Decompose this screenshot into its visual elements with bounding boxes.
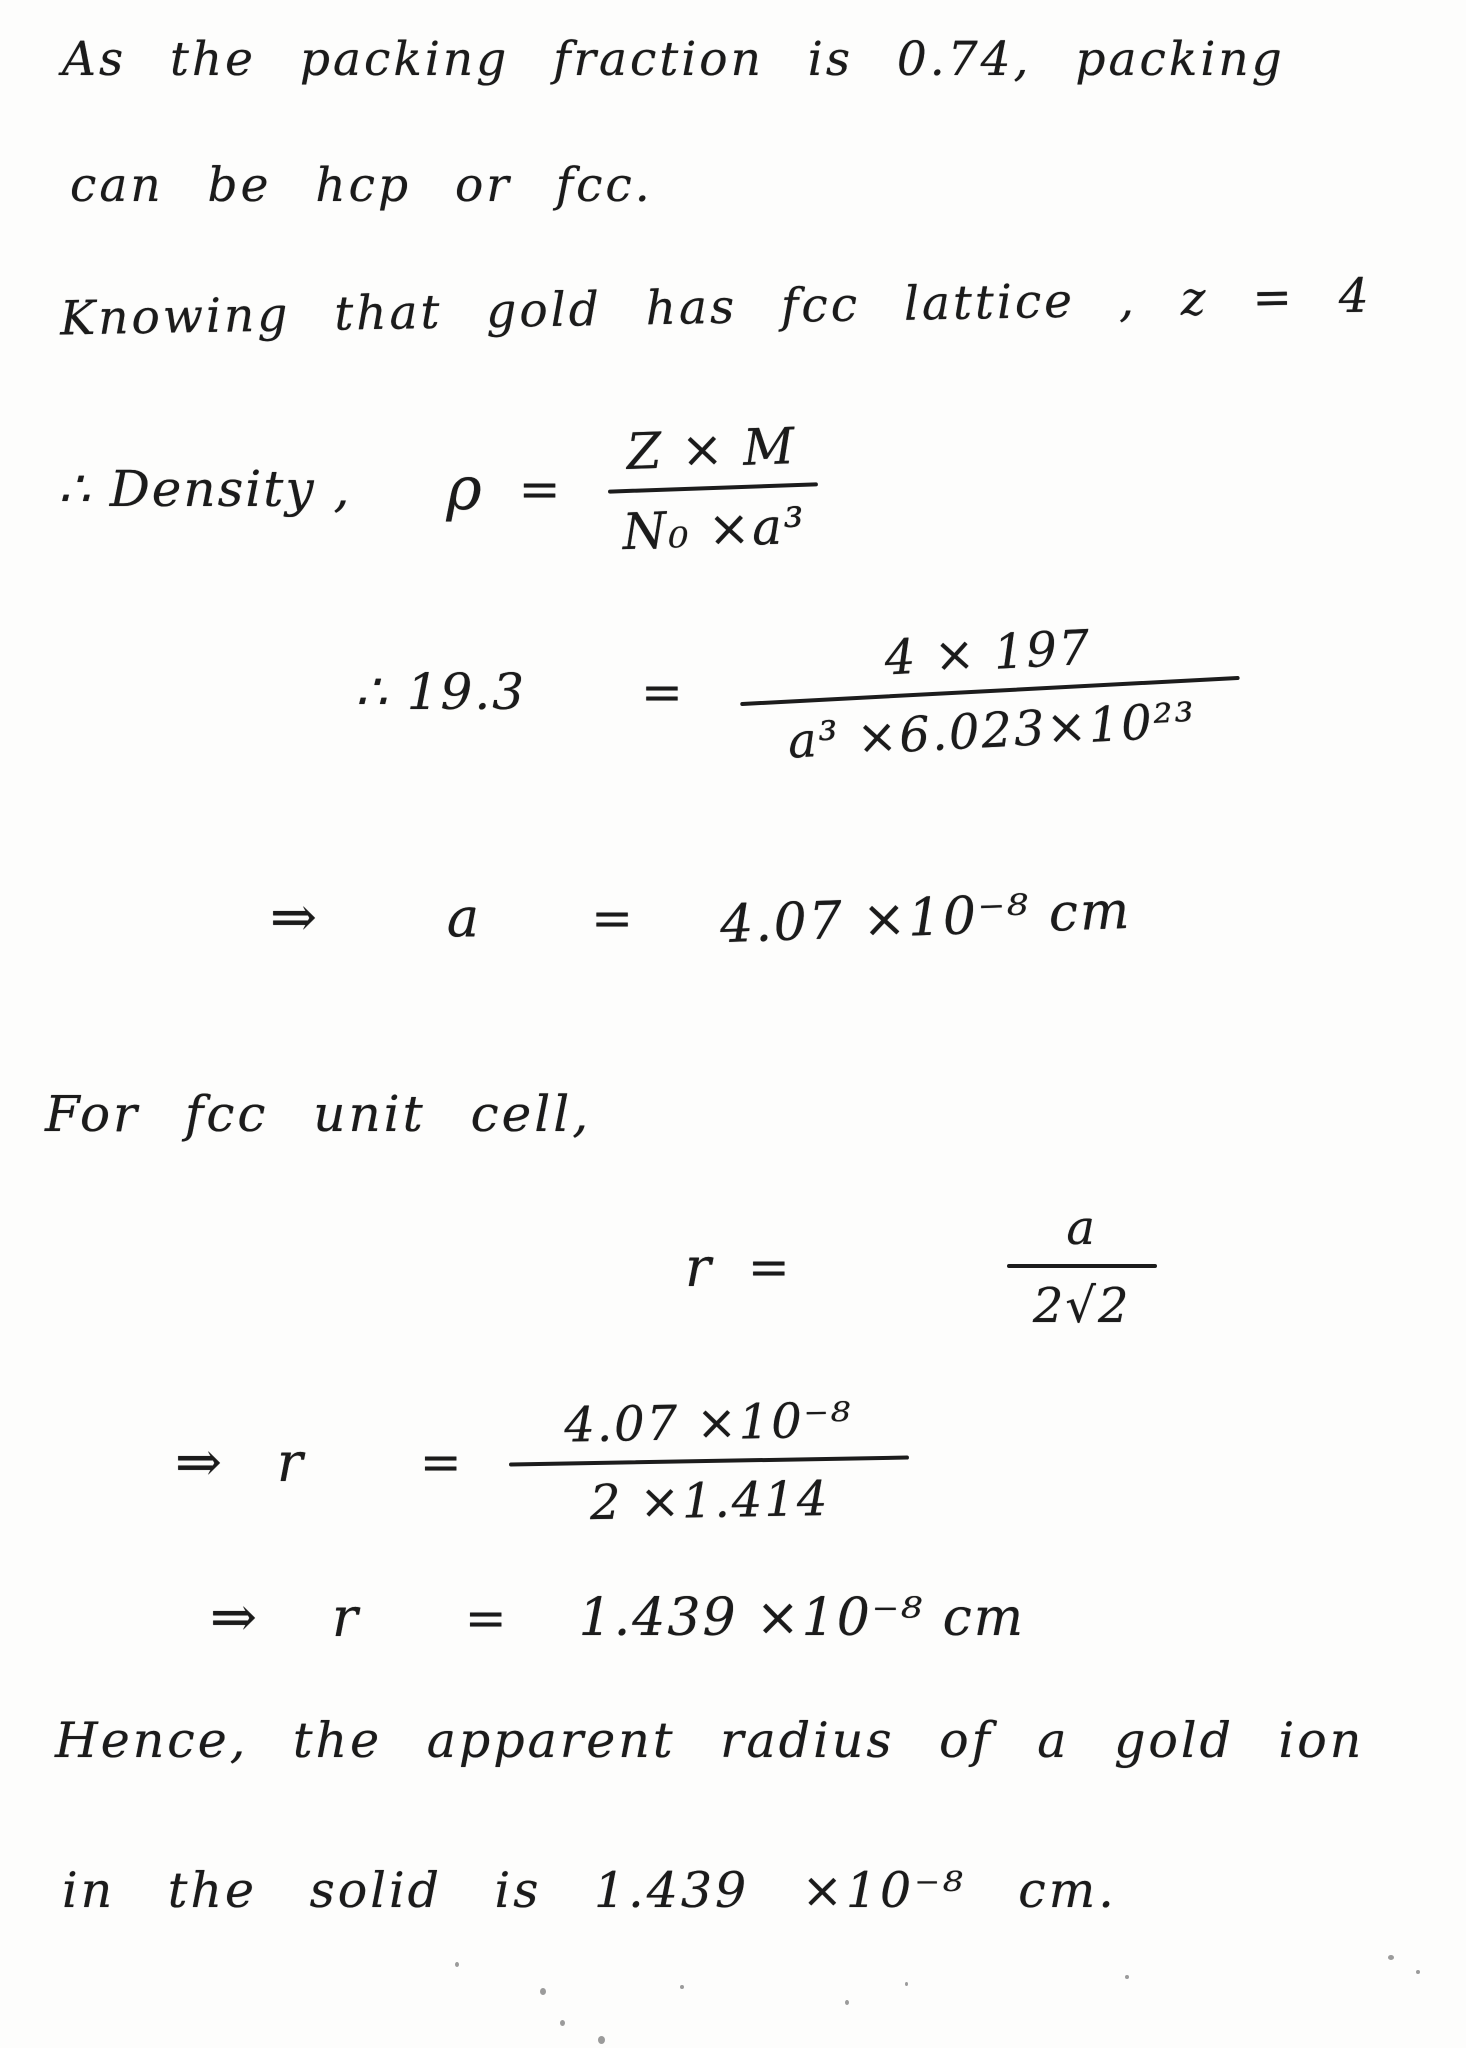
equals-sign: = xyxy=(419,1433,464,1491)
equals-sign: = xyxy=(518,460,563,518)
therefore-value: ∴ 19.3 xyxy=(355,663,527,721)
radius-symbol: r xyxy=(685,1235,713,1299)
lattice-parameter-value: 4.07 ×10⁻⁸ cm xyxy=(719,880,1133,955)
ink-speck xyxy=(905,1982,908,1986)
ink-speck xyxy=(540,1988,546,1995)
fcc-heading: For fcc unit cell, xyxy=(45,1085,592,1143)
radius-formula-fraction xyxy=(1007,1200,1157,1334)
equals-sign: = xyxy=(641,663,685,721)
numerator: a xyxy=(1066,1200,1098,1256)
density-label: ∴ Density , xyxy=(58,460,352,518)
ink-speck xyxy=(845,2000,849,2005)
rho-symbol: ρ xyxy=(446,454,484,524)
equals-sign: = xyxy=(591,888,636,947)
radius-substitution-row xyxy=(175,1392,909,1532)
density-formula-row xyxy=(58,417,817,562)
denominator: 2 ×1.414 xyxy=(589,1470,830,1532)
conclusion-line-1: Hence, the apparent radius of a gold ion xyxy=(55,1712,1365,1769)
ink-speck xyxy=(1416,1970,1420,1974)
denominator: a³ ×6.023×10²³ xyxy=(786,692,1198,770)
radius-symbol: r xyxy=(276,1430,305,1494)
ink-speck xyxy=(1125,1975,1129,1979)
radius-result-row xyxy=(210,1585,1025,1650)
density-formula-fraction xyxy=(605,416,819,561)
intro-line-1: As the packing fraction is 0.74, packing xyxy=(62,32,1285,87)
ink-speck xyxy=(680,1985,684,1989)
ink-speck xyxy=(1388,1955,1394,1960)
radius-substitution-fraction xyxy=(508,1392,910,1533)
lattice-parameter-row xyxy=(270,880,1133,955)
lattice-parameter-symbol: a xyxy=(446,886,482,949)
numerator: 4.07 ×10⁻⁸ xyxy=(563,1392,853,1454)
numerator: 4 × 197 xyxy=(883,619,1093,687)
equals-sign: = xyxy=(464,1588,509,1647)
radius-symbol: r xyxy=(331,1586,360,1649)
implies-arrow: ⇒ xyxy=(175,1429,222,1495)
ink-speck xyxy=(560,2020,565,2026)
ink-speck xyxy=(598,2036,605,2044)
implies-arrow: ⇒ xyxy=(270,885,317,950)
numerator: Z × M xyxy=(625,417,797,481)
denominator: 2√2 xyxy=(1032,1278,1131,1334)
equals-sign: = xyxy=(747,1238,792,1296)
denominator: N₀ ×a³ xyxy=(621,496,807,562)
density-substitution-row xyxy=(355,619,1240,770)
implies-arrow: ⇒ xyxy=(210,1585,257,1650)
ink-speck xyxy=(455,1962,459,1967)
radius-formula-row xyxy=(685,1200,1157,1334)
radius-value: 1.439 ×10⁻⁸ cm xyxy=(578,1587,1026,1648)
intro-line-3: Knowing that gold has fcc lattice , z = 4 xyxy=(59,268,1373,347)
conclusion-line-2: in the solid is 1.439 ×10⁻⁸ cm. xyxy=(62,1862,1117,1919)
intro-line-2: can be hcp or fcc. xyxy=(70,158,653,213)
density-substitution-fraction xyxy=(737,612,1243,772)
